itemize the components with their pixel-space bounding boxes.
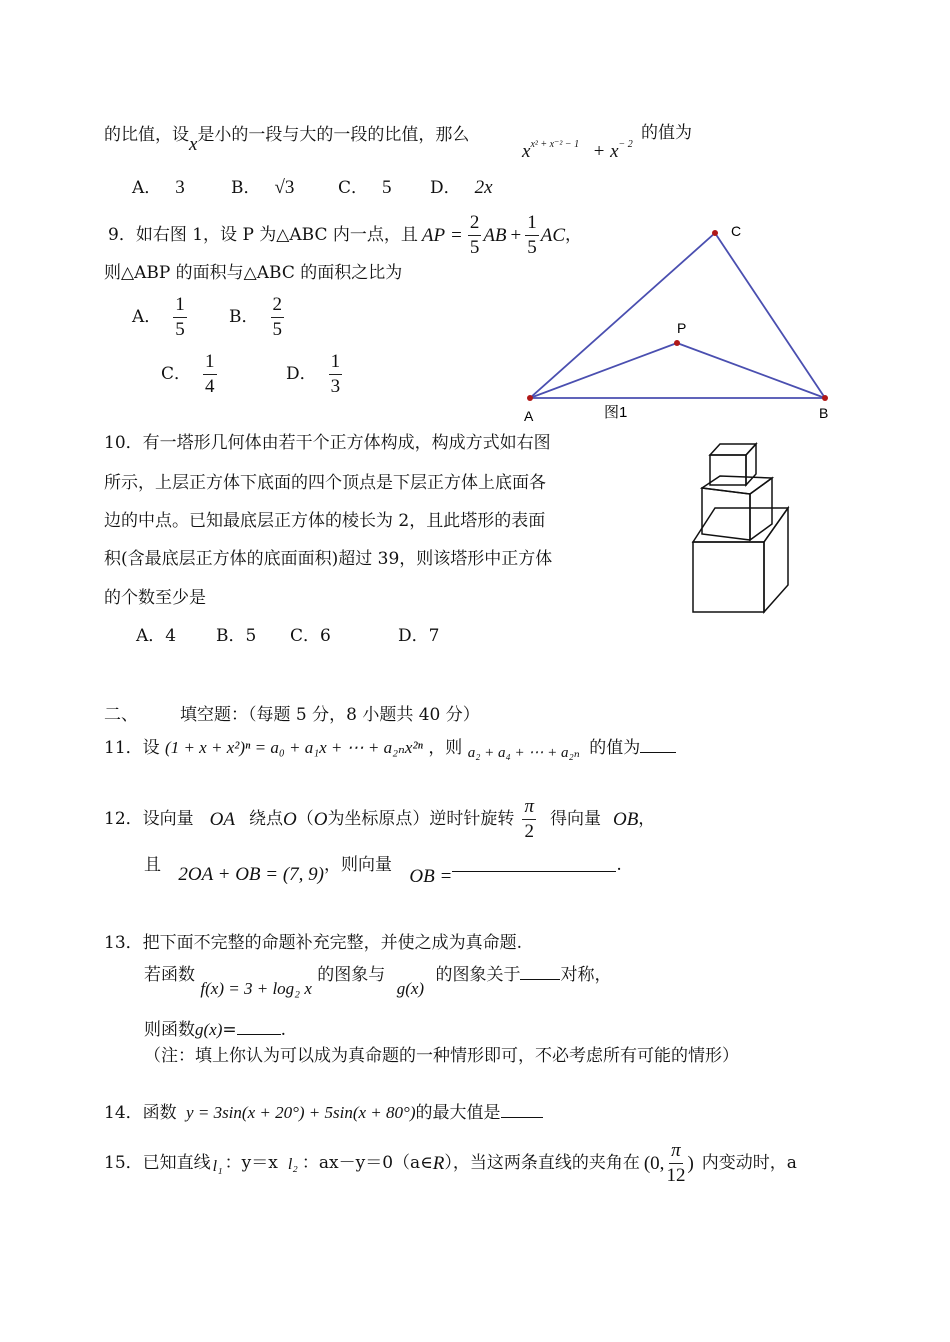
q9-option-a: A． $\frac{1}{5}$	[132, 293, 185, 340]
q10-text: 所示，上层正方体下底面的四个顶点是下层正方体上底面各	[104, 473, 546, 493]
q8-stem	[104, 125, 470, 155]
point-c	[712, 230, 718, 236]
q14: 14．函数 y = 3sin(x + 20°) + 5sin(x + 80°)的最大值是	[104, 1103, 543, 1122]
q8-option-b: B． √3	[231, 177, 295, 198]
point-p	[674, 340, 680, 346]
bottom-cube-top	[693, 508, 788, 542]
q9-stem: 9． 如右图 1，设 P 为△ABC 内一点，且 AP = $\frac{2}{5}$ AB + $\frac{1}{5}$ AC ，	[108, 211, 583, 258]
q8-text: 的比值，设	[104, 125, 189, 145]
q8-option-a: A． 3	[132, 177, 185, 198]
q9-question: 则△ABP 的面积与△ABC 的面积之比为	[104, 263, 403, 283]
q9-fraction: $\frac{1}{5}$	[527, 211, 537, 258]
q10-text: 边的中点。已知最底层正方体的棱长为 2，且此塔形的表面	[104, 511, 546, 531]
q9-option-b: B． $\frac{2}{5}$	[229, 293, 282, 340]
section-2-heading: 二、 填空题：（每题 5 分，8 小题共 40 分）	[104, 705, 480, 725]
q8-var-x: x	[189, 134, 198, 155]
q10-text: 的个数至少是	[104, 588, 206, 608]
q9-fraction: $\frac{2}{5}$	[469, 211, 480, 258]
top-cube-side	[746, 444, 756, 485]
q12-line2: 且 2OA + OB = (7, 9)，则向量 OB =.	[144, 855, 622, 887]
q13-function-blank[interactable]	[237, 1020, 281, 1035]
middle-cube-front	[702, 488, 750, 540]
q11-answer-blank[interactable]	[640, 738, 676, 753]
segments-ap-pb	[530, 343, 825, 398]
q13-line2: 若函数 f(x) = 3 + log₂ x 的图象与 g(x) 的图象关于 对称，	[144, 965, 612, 998]
q12-line1: 12． 设向量 OA 绕点 O （ O 为坐标原点）逆时针旋转 $\frac{\pi}{2}$ 得向量 OB ，	[104, 795, 656, 842]
middle-cube-side	[750, 478, 772, 540]
q10-text: 10．有一塔形几何体由若干个正方体构成，构成方式如右图	[104, 433, 551, 453]
point-a	[527, 395, 533, 401]
label-b: B	[819, 405, 829, 421]
bottom-cube-side	[764, 508, 788, 612]
q11-expression-2: a₂ + a₄ + ⋯ + a₂ₙ	[467, 745, 580, 761]
top-cube-front	[710, 455, 746, 485]
q10-option-d: D．7	[398, 626, 440, 646]
q9-option-c: C． $\frac{1}{4}$	[161, 350, 215, 397]
figure-1-triangle	[515, 215, 845, 425]
q13-line3: 则函数g(x)= .	[144, 1020, 287, 1040]
label-p: P	[677, 320, 687, 336]
label-c: C	[731, 223, 742, 239]
label-a: A	[524, 408, 534, 424]
q14-answer-blank[interactable]	[501, 1103, 543, 1118]
q13-line1: 13．把下面不完整的命题补充完整，并使之成为真命题.	[104, 933, 523, 953]
q10-option-c: C．6	[290, 626, 331, 646]
q9-option-d: D． $\frac{1}{3}$	[286, 350, 341, 397]
q11: 11．设 (1 + x + x²)ⁿ = a₀ + a₁x + ⋯ + a₂ₙx²ⁿ ，则 a₂ + a₄ + ⋯ + a₂ₙ 的值为	[104, 738, 676, 757]
q10-text: 积(含最底层正方体的底面面积)超过 39，则该塔形中正方体	[104, 549, 553, 569]
point-b	[822, 395, 828, 401]
q8-option-c: C． 5	[338, 177, 392, 198]
q10-option-b: B．5	[216, 626, 257, 646]
q8-option-d: D． 2x	[430, 177, 493, 198]
top-cube-top	[710, 444, 756, 455]
cube-tower-figure	[680, 430, 820, 620]
q8-expression: $x_{x^2 + x^{-2} - 1} + x_{- 2}$	[522, 139, 633, 162]
q12-answer-blank[interactable]	[452, 857, 616, 872]
q8-text: 是小的一段与大的一段的比值，那么	[197, 125, 470, 145]
q11-expression: (1 + x + x²)ⁿ = a₀ + a₁x + ⋯ + a₂ₙx²ⁿ	[165, 738, 423, 757]
q10-option-a: A．4	[136, 626, 177, 646]
q8-text: 的值为	[641, 123, 692, 143]
bottom-cube-front	[693, 542, 764, 612]
q13-note: （注：填上你认为可以成为真命题的一种情形即可，不必考虑所有可能的情形）	[144, 1046, 739, 1066]
triangle-abc	[530, 233, 825, 398]
q15: 15． 已知直线 l₁ ：y＝x l₂ ：ax－y＝0（a∈ R ），当这两条直线的夹角在 (0, $\frac{\pi}{12}$ ) 内变动时，a	[104, 1139, 797, 1186]
q13-symmetry-blank[interactable]	[520, 965, 560, 980]
figure-caption: 图1	[604, 404, 628, 421]
